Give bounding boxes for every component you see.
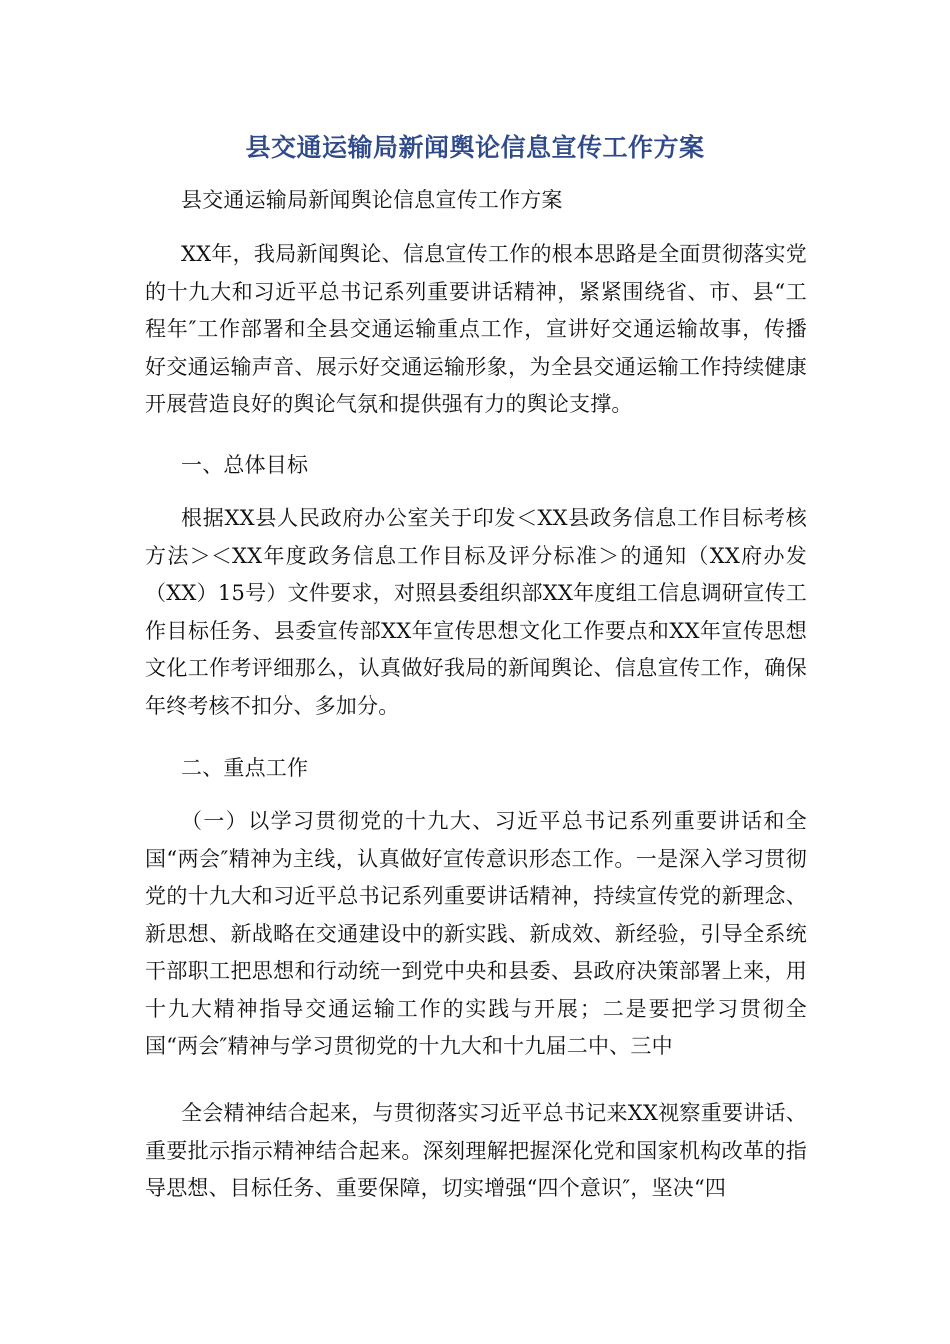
section-heading-goals: 一、总体目标 bbox=[181, 453, 309, 477]
intro-paragraph: XX年，我局新闻舆论、信息宣传工作的根本思路是全面贯彻落实党的十九大和习近平总书记系列重要讲话精神，紧紧围绕省、市、县“工程年″工作部署和全县交通运输重点工作，宣讲好交通运输故事，传播好交通运输声音、展示好交通运输形象，为全县交通运输工作持续健康开展营造良好的舆论气氛和提供强有力的舆论支撑。 bbox=[145, 242, 807, 416]
document-title: 县交通运输局新闻舆论信息宣传工作方案 bbox=[245, 133, 705, 162]
key-work-paragraph-2: 全会精神结合起来，与贯彻落实习近平总书记来XX视察重要讲话、重要批示指示精神结合起来。深刻理解把握深化党和国家机构改革的指导思想、目标任务、重要保障，切实增强“四个意识″，坚决“四 bbox=[145, 1101, 807, 1200]
key-work-paragraph-1: （一）以学习贯彻党的十九大、习近平总书记系列重要讲话和全国“两会″精神为主线，认真做好宣传意识形态工作。一是深入学习贯彻党的十九大和习近平总书记系列重要讲话精神，持续宣传党的新理念、新思想、新战略在交通建设中的新实践、新成效、新经验，引导全系统干部职工把思想和行动统一到党中央和县委、县政府决策部署上来，用十九大精神指导交通运输工作的实践与开展；二是要把学习贯彻全国“两会″精神与学习贯彻党的十九大和十九届二中、三中 bbox=[145, 809, 807, 1058]
section-heading-key-work: 二、重点工作 bbox=[181, 756, 309, 780]
subtitle-paragraph: 县交通运输局新闻舆论信息宣传工作方案 bbox=[181, 188, 563, 212]
goals-paragraph: 根据XX县人民政府办公室关于印发＜XX县政务信息工作目标考核方法＞＜XX年度政务信息工作目标及评分标准＞的通知（XX府办发（XX）15号）文件要求，对照县委组织部XX年度组工信息调研宣传工作目标任务、县委宣传部XX年宣传思想文化工作要点和XX年宣传思想文化工作考评细那么，认真做好我局的新闻舆论、信息宣传工作，确保年终考核不扣分、多加分。 bbox=[145, 506, 807, 718]
